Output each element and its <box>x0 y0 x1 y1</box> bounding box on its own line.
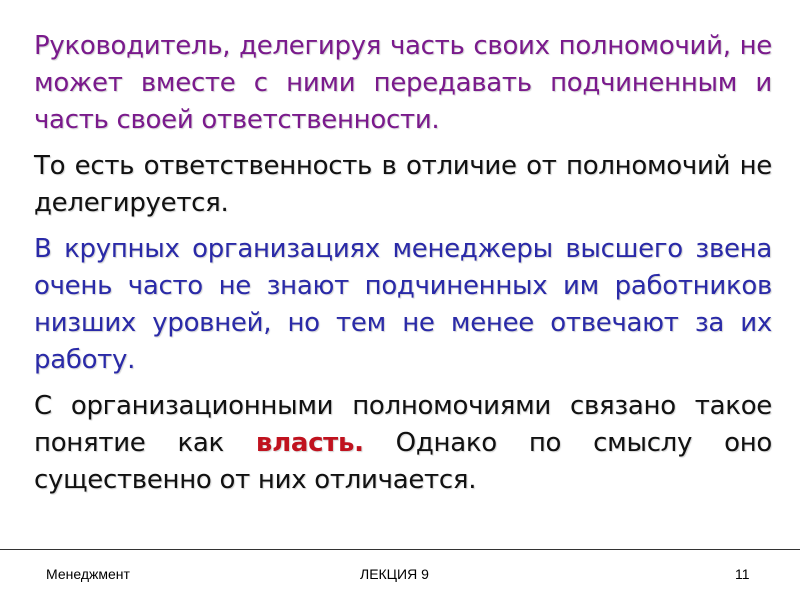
paragraph-delegation: Руководитель, делегируя часть своих полномочий, не может вместе с ними передавать подчиненным и часть своей ответственности. <box>34 31 772 135</box>
slide-body <box>34 28 772 508</box>
footer-lecture: ЛЕКЦИЯ 9 <box>360 566 429 582</box>
paragraph-power <box>34 388 772 499</box>
power-highlight: власть. <box>255 428 364 458</box>
footer-course-name: Менеджмент <box>46 566 130 582</box>
footer-divider <box>0 549 800 550</box>
paragraph-large-organizations: В крупных организациях менеджеры высшего звена очень часто не знают подчиненных им работников низших уровней, но тем не менее отвечают за их работу. <box>34 234 772 375</box>
paragraph-power-before: С организационными полномочиями связано такое понятие как <box>34 391 772 458</box>
footer-page-number: 11 <box>735 566 750 582</box>
paragraph-responsibility: То есть ответственность в отличие от полномочий не делегируется. <box>34 151 772 218</box>
paragraph-power-after: Однако по смыслу оно существенно от них отличается. <box>34 428 772 495</box>
